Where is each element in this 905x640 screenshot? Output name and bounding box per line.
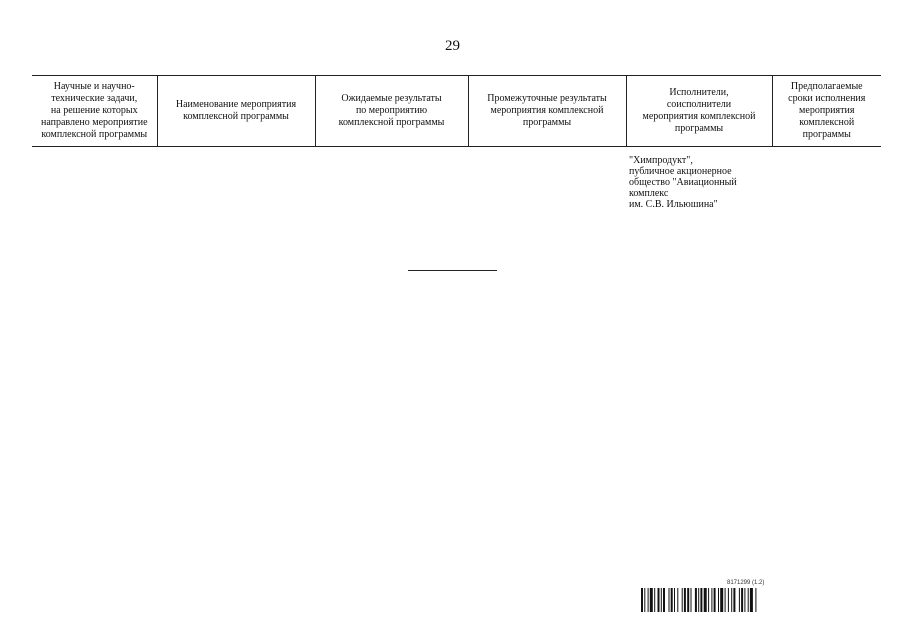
cell-text-line: на решение которых: [50, 105, 138, 116]
end-separator-line: [408, 270, 497, 271]
cell-text-line: публичное акционерное: [629, 166, 732, 177]
cell-text-line: программы: [802, 129, 851, 140]
cell-text-line: Научные и научно-: [53, 81, 135, 92]
cell-text-line: комплексной программы: [183, 111, 289, 122]
barcode: [641, 580, 857, 614]
cell-text-line: программы: [674, 123, 724, 134]
cell-text-line: им. С.В. Ильюшина": [629, 199, 718, 210]
cell-text-line: комплексной программы: [41, 129, 148, 140]
barcode-bars-icon: [641, 588, 857, 612]
table-row: [32, 147, 881, 236]
cell-text-line: мероприятия: [799, 105, 855, 116]
cell-text-line: по мероприятию: [355, 105, 428, 116]
cell-text-line: комплексной: [799, 117, 855, 128]
cell-text-line: Исполнители,: [669, 87, 729, 98]
header-cell-executors: [626, 76, 772, 147]
cell-text-line: соисполнители: [666, 99, 732, 110]
header-cell-deadlines: [772, 76, 881, 147]
program-table: [32, 75, 881, 235]
cell-text-line: сроки исполнения: [788, 93, 866, 104]
table-cell-activity-name: [157, 147, 315, 236]
table-cell-interim-results: [468, 147, 626, 236]
cell-text-line: мероприятия комплексной: [642, 111, 756, 122]
cell-text-line: направлено мероприятие: [40, 117, 148, 128]
header-cell-activity-name: [157, 76, 315, 147]
cell-text-line: мероприятия комплексной: [490, 105, 604, 116]
cell-text-line: "Химпродукт",: [629, 155, 693, 166]
cell-text-line: Предполагаемые: [790, 81, 863, 92]
table-cell-deadlines: [772, 147, 881, 236]
cell-text-line: Наименование мероприятия: [175, 99, 297, 110]
cell-text-line: Промежуточные результаты: [487, 93, 607, 104]
page-number: 29: [445, 38, 460, 54]
cell-text-line: программы: [522, 117, 572, 128]
barcode-code: 8171299 (1.2): [727, 580, 765, 586]
cell-text-line: комплекс: [629, 188, 669, 199]
cell-text-line: общество "Авиационный: [629, 177, 737, 188]
cell-text-line: Ожидаемые результаты: [341, 93, 442, 104]
table-header-row: [32, 76, 881, 147]
table-cell-expected-results: [315, 147, 468, 236]
table-cell-executors: [626, 147, 772, 236]
cell-text-line: технические задачи,: [51, 93, 138, 104]
table-cell-tasks: [32, 147, 157, 236]
header-cell-interim-results: [468, 76, 626, 147]
header-cell-expected-results: [315, 76, 468, 147]
cell-text-line: комплексной программы: [338, 117, 445, 128]
header-cell-tasks: [32, 76, 157, 147]
